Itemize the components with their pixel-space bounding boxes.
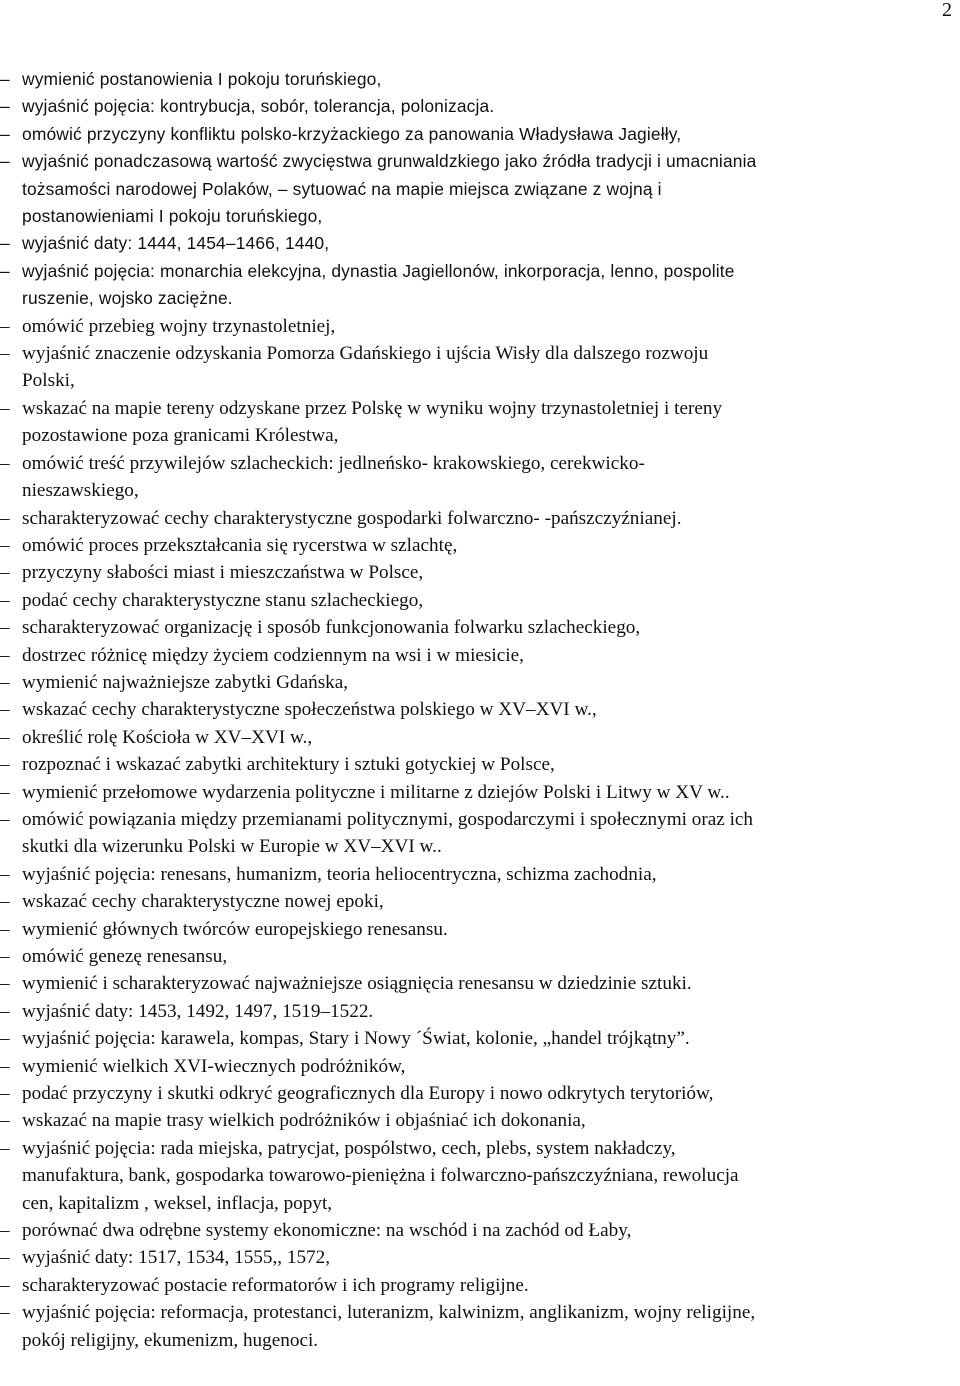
- list-item-text-line: wyjaśnić pojęcia: rada miejska, patrycjat, pospólstwo, cech, plebs, system nakładczy,: [22, 1137, 676, 1159]
- dash-bullet: –: [0, 452, 10, 474]
- page-number: 2: [942, 0, 952, 21]
- dash-bullet: –: [0, 1000, 10, 1022]
- list-item: [0, 779, 956, 806]
- list-item: [0, 587, 956, 614]
- list-item: [0, 888, 956, 915]
- list-item-text-line: wyjaśnić daty: 1444, 1454–1466, 1440,: [22, 233, 330, 254]
- list-item-text-line: wymienić głównych twórców europejskiego renesansu.: [22, 918, 448, 940]
- list-item: [0, 943, 956, 970]
- list-item-text-line: wskazać na mapie trasy wielkich podróżników i objaśniać ich dokonania,: [22, 1110, 586, 1132]
- list-item: [0, 450, 956, 505]
- list-item-text-line: manufaktura, bank, gospodarka towarowo-pieniężna i folwarczno-pańszczyźniana, rewolucja: [22, 1165, 739, 1187]
- dash-bullet: –: [0, 863, 10, 885]
- list-item-text-line: skutki dla wizerunku Polski w Europie w XV–XVI w..: [22, 836, 442, 858]
- list-item: [0, 916, 956, 943]
- list-item: [0, 93, 956, 120]
- list-item-text-line: wskazać na mapie tereny odzyskane przez Polskę w wyniku wojny trzynastoletniej i tereny: [22, 397, 723, 419]
- dash-bullet: –: [0, 1220, 10, 1242]
- list-item: [0, 861, 956, 888]
- list-item-text-line: postanowieniami I pokoju toruńskiego,: [22, 206, 323, 227]
- document-body: [0, 66, 956, 1354]
- list-item: [0, 1135, 956, 1217]
- dash-bullet: –: [0, 891, 10, 913]
- list-item: [0, 230, 956, 257]
- list-item: [0, 614, 956, 641]
- list-item: [0, 751, 956, 778]
- dash-bullet: –: [0, 726, 10, 748]
- list-item-text-line: wymienić najważniejsze zabytki Gdańska,: [22, 671, 349, 693]
- list-item: [0, 696, 956, 723]
- list-item-text-line: wskazać cechy charakterystyczne nowej epoki,: [22, 891, 384, 913]
- list-item: [0, 340, 956, 395]
- dash-bullet: –: [0, 699, 10, 721]
- dash-bullet: –: [0, 1028, 10, 1050]
- list-item-text-line: dostrzec różnicę między życiem codziennym na wsi i w miesicie,: [22, 644, 524, 666]
- list-item-text-line: omówić proces przekształcania się rycerstwa w szlachtę,: [22, 534, 458, 556]
- list-item: [0, 806, 956, 861]
- list-item: [0, 1025, 956, 1052]
- list-item-text-line: wyjaśnić ponadczasową wartość zwycięstwa grunwaldzkiego jako źródła tradycji i umacniania: [22, 151, 757, 172]
- list-item: [0, 121, 956, 148]
- dash-bullet: –: [0, 617, 10, 639]
- list-item: [0, 1217, 956, 1244]
- list-item: [0, 148, 956, 230]
- list-item-text-line: wyjaśnić pojęcia: monarchia elekcyjna, dynastia Jagiellonów, inkorporacja, lenno, pospolite: [22, 260, 735, 281]
- dash-bullet: –: [0, 397, 10, 419]
- list-item-text-line: wyjaśnić pojęcia: kontrybucja, sobór, tolerancja, polonizacja.: [22, 96, 495, 117]
- list-item-text-line: przyczyny słabości miast i mieszczaństwa w Polsce,: [22, 562, 424, 584]
- dash-bullet: –: [0, 233, 10, 254]
- list-item: [0, 1053, 956, 1080]
- dash-bullet: –: [0, 123, 10, 144]
- list-item-text-line: wymienić wielkich XVI-wiecznych podróżników,: [22, 1055, 406, 1077]
- list-item: [0, 1107, 956, 1134]
- list-item: [0, 532, 956, 559]
- dash-bullet: –: [0, 808, 10, 830]
- list-item: [0, 970, 956, 997]
- list-item-text-line: wyjaśnić pojęcia: karawela, kompas, Stary i Nowy ´Świat, kolonie, „handel trójkątny”.: [22, 1028, 690, 1050]
- dash-bullet: –: [0, 507, 10, 529]
- list-item-text-line: scharakteryzować cechy charakterystyczne gospodarki folwarczno- -pańszczyźnianej.: [22, 507, 682, 529]
- list-item: [0, 669, 956, 696]
- dash-bullet: –: [0, 315, 10, 337]
- list-item-text-line: wyjaśnić znaczenie odzyskania Pomorza Gdańskiego i ujścia Wisły dla dalszego rozwoju: [22, 343, 709, 365]
- list-item-text-line: omówić genezę renesansu,: [22, 946, 228, 967]
- list-item-text-line: pozostawione poza granicami Królestwa,: [22, 425, 339, 447]
- dash-bullet: –: [0, 671, 10, 693]
- dash-bullet: –: [0, 96, 10, 117]
- list-item-text-line: wskazać cechy charakterystyczne społeczeństwa polskiego w XV–XVI w.,: [22, 699, 597, 721]
- list-item: [0, 642, 956, 669]
- dash-bullet: –: [0, 534, 10, 556]
- list-item: [0, 505, 956, 532]
- dash-bullet: –: [0, 1247, 10, 1269]
- list-item: [0, 395, 956, 450]
- list-item: [0, 1080, 956, 1107]
- list-item-text-line: rozpoznać i wskazać zabytki architektury i sztuki gotyckiej w Polsce,: [22, 754, 555, 776]
- dash-bullet: –: [0, 644, 10, 666]
- list-item-text-line: pokój religijny, ekumenizm, hugenoci.: [22, 1329, 319, 1351]
- list-item-text-line: wymienić i scharakteryzować najważniejsze osiągnięcia renesansu w dziedzinie sztuki.: [22, 973, 692, 995]
- dash-bullet: –: [0, 781, 10, 803]
- list-item-text-line: podać przyczyny i skutki odkryć geograficznych dla Europy i nowo odkrytych terytoriów,: [22, 1083, 714, 1105]
- list-item-text-line: ruszenie, wojsko zaciężne.: [22, 288, 233, 309]
- list-item-text-line: cen, kapitalizm , weksel, inflacja, popyt,: [22, 1192, 333, 1214]
- list-item-text-line: scharakteryzować postacie reformatorów i ich programy religijne.: [22, 1274, 529, 1296]
- dash-bullet: –: [0, 343, 10, 365]
- list-item-text-line: wyjaśnić pojęcia: renesans, humanizm, teoria heliocentryczna, schizma zachodnia,: [22, 863, 657, 885]
- list-item: [0, 1244, 956, 1271]
- list-item-text-line: nieszawskiego,: [22, 480, 139, 502]
- list-item-text-line: omówić przebieg wojny trzynastoletniej,: [22, 315, 336, 337]
- list-item-text-line: wymienić postanowienia I pokoju toruńskiego,: [22, 69, 382, 89]
- dash-bullet: –: [0, 562, 10, 584]
- dash-bullet: –: [0, 1055, 10, 1077]
- dash-bullet: –: [0, 589, 10, 611]
- list-item: [0, 1299, 956, 1354]
- list-item-text-line: wymienić przełomowe wydarzenia polityczne i militarne z dziejów Polski i Litwy w XV w..: [22, 781, 730, 803]
- dash-bullet: –: [0, 973, 10, 995]
- list-item: [0, 724, 956, 751]
- list-item-text-line: omówić przyczyny konfliktu polsko-krzyżackiego za panowania Władysława Jagiełły,: [22, 123, 682, 144]
- list-item-text-line: scharakteryzować organizację i sposób funkcjonowania folwarku szlacheckiego,: [22, 617, 641, 639]
- list-item-text-line: tożsamości narodowej Polaków, – sytuować na mapie miejsca związane z wojną i: [22, 178, 662, 199]
- dash-bullet: –: [0, 946, 10, 967]
- list-item-text-line: wyjaśnić pojęcia: reformacja, protestanci, luteranizm, kalwinizm, anglikanizm, wojny religijne,: [22, 1302, 756, 1324]
- list-item-text-line: wyjaśnić daty: 1517, 1534, 1555,, 1572,: [22, 1247, 331, 1269]
- dash-bullet: –: [0, 918, 10, 940]
- dash-bullet: –: [0, 1302, 10, 1324]
- dash-bullet: –: [0, 1110, 10, 1132]
- list-item: [0, 66, 956, 93]
- list-item: [0, 313, 956, 340]
- dash-bullet: –: [0, 1137, 10, 1159]
- dash-bullet: –: [0, 69, 10, 89]
- list-item-text-line: Polski,: [22, 370, 75, 392]
- list-item: [0, 998, 956, 1025]
- list-item-text-line: wyjaśnić daty: 1453, 1492, 1497, 1519–1522.: [22, 1000, 374, 1022]
- dash-bullet: –: [0, 1083, 10, 1105]
- list-item-text-line: omówić treść przywilejów szlacheckich: jedlneńsko- krakowskiego, cerekwicko-: [22, 452, 645, 474]
- list-item: [0, 1272, 956, 1299]
- dash-bullet: –: [0, 151, 10, 172]
- list-item-text-line: określić rolę Kościoła w XV–XVI w.,: [22, 726, 313, 748]
- list-item: [0, 258, 956, 313]
- list-item-text-line: omówić powiązania między przemianami politycznymi, gospodarczymi i społecznymi oraz ich: [22, 808, 754, 830]
- dash-bullet: –: [0, 260, 10, 281]
- list-item: [0, 559, 956, 586]
- dash-bullet: –: [0, 754, 10, 776]
- list-item-text-line: podać cechy charakterystyczne stanu szlacheckiego,: [22, 589, 424, 611]
- dash-bullet: –: [0, 1274, 10, 1296]
- list-item-text-line: porównać dwa odrębne systemy ekonomiczne: na wschód i na zachód od Łaby,: [22, 1220, 632, 1242]
